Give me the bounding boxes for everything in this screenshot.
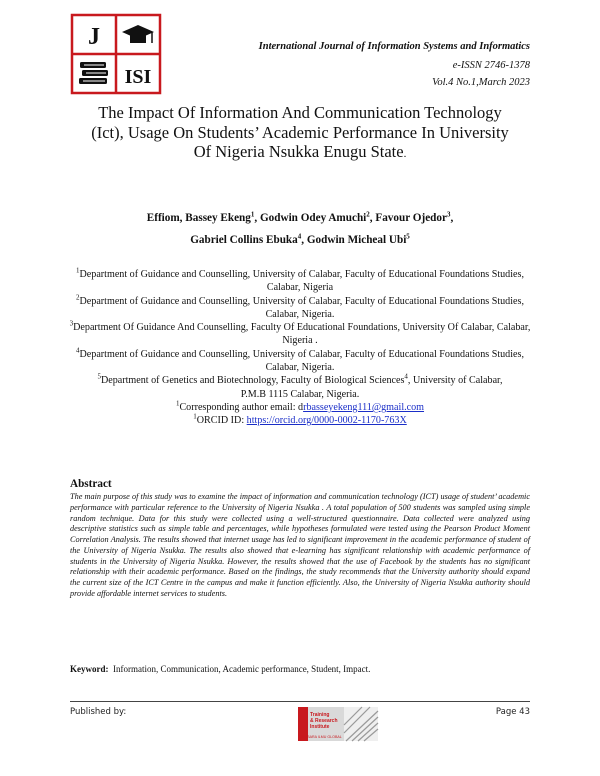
publisher-text-1: Training: [310, 712, 330, 718]
logo-letter-j: J: [88, 24, 100, 50]
publisher-logo-stripes-bg: [344, 707, 378, 741]
author-3: , Favour Ojedor: [369, 212, 447, 224]
affiliation-2: [68, 295, 532, 322]
orcid: [68, 414, 532, 427]
publisher-text-3: Institute: [310, 724, 330, 730]
page-number: Page 43: [495, 707, 530, 717]
affiliations: [68, 268, 532, 428]
publisher-text-2: & Research: [310, 718, 338, 724]
affiliation-5-sup: 5: [97, 373, 101, 382]
affiliation-5-address: P.M.B 1115 Calabar, Nigeria.: [240, 388, 360, 400]
keywords-line: [70, 664, 370, 674]
author-4-sup: 4: [297, 232, 302, 241]
authors-line-1: [60, 212, 540, 224]
title-end-dot: .: [403, 148, 407, 160]
author-3-comma: ,: [450, 212, 454, 224]
keywords: Information, Communication, Academic performance, Student, Impact.: [113, 664, 371, 674]
affiliation-3-text: Department Of Guidance And Counselling, Faculty Of Educational Foundations, University Of Calabar, Calabar, Nigeria .: [73, 322, 531, 347]
corresponding-label: Corresponding author email: d: [179, 401, 304, 413]
orcid-label: ORCID ID:: [196, 415, 247, 427]
affiliation-5: [68, 374, 532, 387]
orcid-sup: 1: [193, 412, 197, 421]
affiliation-5-sup-2: 4: [404, 373, 408, 382]
publisher-logo: [290, 703, 382, 745]
affiliation-2-sup: 2: [76, 293, 80, 302]
author-1: Effiom, Bassey Ekeng: [146, 212, 251, 224]
title-line-1: The Impact Of Information And Communication Technology: [98, 103, 502, 122]
published-by: Published by:: [70, 707, 127, 717]
logo-letters-isi: ISI: [124, 66, 152, 88]
affiliation-3-sup: 3: [69, 319, 74, 328]
abstract-heading: Abstract: [70, 478, 112, 490]
corresponding-author: [68, 401, 532, 414]
journal-logo: [70, 13, 162, 95]
affiliation-2-text: Department of Guidance and Counselling, University of Calabar, Faculty of Educational Foundations Studies, Calabar, Nigeria.: [79, 295, 524, 320]
title-line-3-text: Of Nigeria Nsukka Enugu State: [193, 142, 404, 161]
abstract-body: The main purpose of this study was to examine the impact of information and communication technology (ICT) usage of student’ academic performance with particular reference to the University of Nigeria Nsukka . A total population of 500 students was sampled using simple random technique. Data for this study were collected using a well-structured questionnaire. Data collected were analyzed using descriptive statistics such as simple table and percentages, while hypotheses formulated were tested using the Pearson Product Moment Correlation Analysis. The results showed that internet usage has led to significant improvement in the academic performance of student of the University of Nigeria Nsukka. The results also showed that e-learning has significant relationship with academic performance of students in the University of Nigeria Nsukka. However, the results showed that the use of Facebook by the students has no significant relationship with their academic performance. Based on the findings, the study recommends that the University authority should expand the current size of the ICT Centre in the campus and make it function efficiently. Also, the University of Nigeria Nsukka authority should provide affordable internet services to students.: [70, 492, 530, 598]
orcid-link[interactable]: https://orcid.org/0000-0002-1170-763X: [246, 415, 407, 427]
author-3-sup: 3: [446, 210, 451, 219]
affiliation-5-text-a: Department of Genetics and Biotechnology, Faculty of Biological Sciences: [100, 375, 405, 387]
issn: e-ISSN 2746-1378: [452, 60, 530, 71]
keyword-label: Keyword:: [70, 664, 109, 674]
affiliation-1: [68, 268, 532, 295]
affiliation-3: [68, 321, 532, 348]
corresponding-sup: 1: [175, 399, 180, 408]
authors-line-2: [60, 234, 540, 246]
author-2-sup: 2: [366, 210, 370, 219]
author-5-sup: 5: [406, 232, 410, 241]
book-stack-icon: [79, 62, 108, 84]
title-line-2: (Ict), Usage On Students’ Academic Performance In University: [91, 122, 509, 142]
author-1-sup: 1: [250, 210, 255, 219]
affiliation-4-text: Department of Guidance and Counselling, University of Calabar, Faculty of Educational Foundations Studies, Calabar, Nigeria.: [79, 348, 524, 374]
affiliation-4: [68, 348, 532, 375]
affiliation-1-text: Department of Guidance and Counselling, University of Calabar, Faculty of Educational Foundations Studies, Calabar, Nigeria: [79, 269, 524, 294]
author-4: Gabriel Collins Ebuka: [190, 234, 298, 246]
affiliation-1-sup: 1: [76, 266, 80, 275]
volume-issue: Vol.4 No.1,March 2023: [432, 77, 530, 88]
paper-title: [60, 103, 540, 165]
author-2: , Godwin Odey Amuchi: [254, 212, 367, 224]
affiliation-5-text-b: , University of Calabar,: [407, 375, 503, 387]
footer-divider: [70, 701, 530, 702]
publisher-text-4: JEMBARA ILMU GLOBAL: [300, 735, 342, 739]
journal-name: International Journal of Information Systems and Informatics: [258, 41, 530, 52]
corresponding-email-link[interactable]: rbasseyekeng111@gmail.com: [303, 401, 425, 413]
affiliation-4-sup: 4: [76, 346, 80, 355]
title-line-3: [60, 142, 540, 165]
author-5: , Godwin Micheal Ubi: [301, 234, 407, 246]
